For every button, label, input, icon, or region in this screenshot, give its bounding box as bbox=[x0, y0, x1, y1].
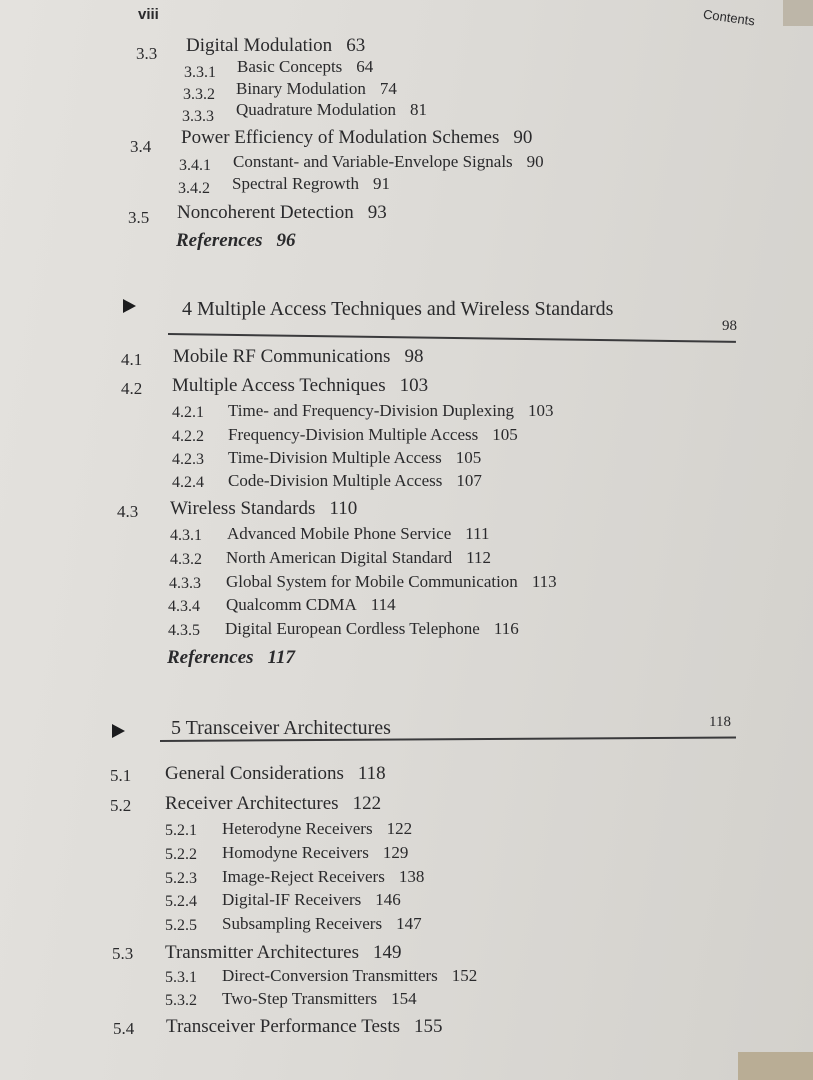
subsection-entry bbox=[226, 595, 396, 615]
section-number: 3.5 bbox=[128, 208, 150, 227]
subsection-number: 5.2.4 bbox=[165, 893, 197, 910]
subsection-number: 3.3.1 bbox=[184, 64, 216, 81]
subsection-number: 3.4.2 bbox=[178, 180, 210, 197]
references-label: References bbox=[176, 230, 263, 251]
section-number: 4.2 bbox=[121, 379, 143, 398]
page-number: 103 bbox=[527, 401, 554, 420]
subsection-title: Image-Reject Receivers bbox=[222, 867, 385, 886]
subsection-number: 5.3.1 bbox=[165, 969, 197, 986]
subsection-entry bbox=[237, 57, 373, 77]
subsection-entry bbox=[222, 989, 417, 1009]
section-number: 5.1 bbox=[110, 766, 132, 785]
subsection-title: Two-Step Transmitters bbox=[222, 989, 378, 1008]
subsection-title: Binary Modulation bbox=[236, 79, 366, 98]
subsection-entry bbox=[233, 152, 544, 172]
subsection-entry bbox=[222, 890, 401, 910]
references-label: References bbox=[167, 647, 254, 668]
subsection-entry bbox=[222, 914, 422, 934]
chapter-page-number: 98 bbox=[722, 318, 737, 334]
subsection-title: Qualcomm CDMA bbox=[226, 595, 357, 614]
subsection-title: Constant- and Variable-Envelope Signals bbox=[233, 152, 513, 171]
subsection-entry bbox=[225, 619, 519, 639]
page-number: 146 bbox=[375, 890, 401, 909]
subsection-entry bbox=[228, 401, 553, 421]
section-title: Power Efficiency of Modulation Schemes bbox=[181, 127, 500, 148]
subsection-entry bbox=[226, 572, 557, 592]
references-entry bbox=[176, 230, 296, 252]
page-number: 90 bbox=[526, 152, 544, 171]
subsection-title: Digital European Cordless Telephone bbox=[225, 619, 480, 638]
subsection-entry bbox=[222, 966, 477, 986]
references-entry bbox=[167, 647, 295, 669]
subsection-number: 3.3.3 bbox=[182, 108, 214, 125]
chapter-marker-icon bbox=[123, 299, 136, 313]
subsection-entry bbox=[228, 471, 482, 491]
page-number: 155 bbox=[414, 1016, 443, 1037]
page-corner-background bbox=[783, 0, 813, 26]
page-number: 96 bbox=[276, 230, 296, 251]
section-entry bbox=[165, 793, 381, 815]
subsection-number: 5.3.2 bbox=[165, 992, 197, 1009]
section-entry bbox=[166, 1016, 443, 1038]
subsection-title: Direct-Conversion Transmitters bbox=[222, 966, 438, 985]
page-number: 74 bbox=[379, 79, 397, 98]
section-entry bbox=[181, 127, 532, 149]
page-number: 152 bbox=[451, 966, 478, 985]
page-number: 90 bbox=[513, 127, 533, 148]
subsection-number: 4.3.1 bbox=[170, 527, 202, 544]
subsection-number: 5.2.3 bbox=[165, 870, 197, 887]
chapter-heading: 5 Transceiver Architectures bbox=[171, 717, 391, 739]
subsection-entry bbox=[222, 843, 408, 863]
page-number: 64 bbox=[356, 57, 374, 76]
subsection-number: 4.2.3 bbox=[172, 451, 204, 468]
page-number: 138 bbox=[398, 867, 425, 886]
page-number: 114 bbox=[370, 595, 396, 614]
page-number: 91 bbox=[373, 174, 390, 193]
page-number: 112 bbox=[466, 548, 492, 567]
section-number: 5.2 bbox=[110, 796, 132, 815]
page-number: 149 bbox=[373, 942, 402, 963]
section-title: Digital Modulation bbox=[186, 35, 333, 56]
subsection-number: 5.2.2 bbox=[165, 846, 197, 863]
subsection-entry bbox=[236, 100, 427, 120]
subsection-number: 4.3.3 bbox=[169, 575, 201, 592]
section-title: Multiple Access Techniques bbox=[172, 375, 386, 396]
page-number: 154 bbox=[391, 989, 417, 1008]
page-number: 116 bbox=[493, 619, 519, 638]
subsection-title: Time- and Frequency-Division Duplexing bbox=[228, 401, 514, 420]
subsection-title: Spectral Regrowth bbox=[232, 174, 359, 193]
page-number: 122 bbox=[352, 793, 382, 814]
subsection-number: 4.3.5 bbox=[168, 622, 200, 639]
section-title: Mobile RF Communications bbox=[173, 346, 391, 367]
running-head: Contents bbox=[702, 6, 756, 29]
subsection-title: Basic Concepts bbox=[237, 57, 343, 76]
subsection-entry bbox=[228, 448, 481, 468]
subsection-number: 4.2.4 bbox=[172, 474, 204, 491]
subsection-title: Homodyne Receivers bbox=[222, 843, 369, 862]
section-number: 5.3 bbox=[112, 944, 134, 963]
chapter-rule bbox=[168, 333, 736, 342]
page-number: 118 bbox=[357, 763, 386, 784]
page-number: 105 bbox=[492, 425, 518, 444]
subsection-title: Quadrature Modulation bbox=[236, 100, 397, 119]
chapter-page-number: 118 bbox=[709, 714, 731, 730]
subsection-number: 3.3.2 bbox=[183, 86, 215, 103]
section-number: 3.4 bbox=[130, 137, 152, 156]
section-title: Transmitter Architectures bbox=[165, 942, 360, 963]
subsection-entry bbox=[228, 425, 518, 445]
page-number: 81 bbox=[410, 100, 428, 119]
page-number: 122 bbox=[386, 819, 413, 838]
chapter-marker-icon bbox=[112, 724, 125, 738]
subsection-title: Frequency-Division Multiple Access bbox=[228, 425, 479, 444]
page-number: 111 bbox=[465, 524, 490, 543]
section-entry bbox=[172, 375, 428, 397]
subsection-title: North American Digital Standard bbox=[226, 548, 453, 567]
section-title: Noncoherent Detection bbox=[177, 202, 354, 223]
subsection-entry bbox=[227, 524, 490, 544]
section-number: 3.3 bbox=[136, 44, 158, 63]
subsection-number: 5.2.1 bbox=[165, 822, 197, 839]
subsection-title: Heterodyne Receivers bbox=[222, 819, 373, 838]
section-entry bbox=[186, 35, 365, 57]
section-entry bbox=[170, 498, 357, 520]
section-title: Wireless Standards bbox=[170, 498, 316, 519]
section-title: Transceiver Performance Tests bbox=[166, 1016, 400, 1037]
subsection-entry bbox=[236, 79, 397, 99]
desk-background bbox=[738, 1052, 813, 1080]
section-number: 5.4 bbox=[113, 1019, 135, 1038]
section-number: 4.3 bbox=[117, 502, 139, 521]
subsection-title: Code-Division Multiple Access bbox=[228, 471, 443, 490]
page-number: 147 bbox=[396, 914, 422, 933]
subsection-title: Global System for Mobile Communication bbox=[226, 572, 518, 591]
subsection-title: Digital-IF Receivers bbox=[222, 890, 362, 909]
section-number: 4.1 bbox=[121, 350, 143, 369]
subsection-entry bbox=[226, 548, 491, 568]
subsection-entry bbox=[222, 819, 412, 839]
chapter-heading: 4 Multiple Access Techniques and Wireless Standards bbox=[182, 298, 614, 320]
subsection-title: Subsampling Receivers bbox=[222, 914, 383, 933]
subsection-number: 4.2.2 bbox=[172, 428, 204, 445]
subsection-number: 4.3.2 bbox=[170, 551, 202, 568]
page-number: 110 bbox=[329, 498, 358, 519]
subsection-number: 4.3.4 bbox=[168, 598, 200, 615]
page-number: 103 bbox=[399, 375, 429, 396]
subsection-title: Advanced Mobile Phone Service bbox=[227, 524, 452, 543]
page-number: 105 bbox=[455, 448, 482, 467]
page-number: 129 bbox=[382, 843, 409, 862]
section-title: General Considerations bbox=[165, 763, 344, 784]
page-number: 107 bbox=[456, 471, 482, 490]
page-folio: viii bbox=[138, 6, 159, 23]
page-number: 98 bbox=[404, 346, 424, 367]
page-number: 63 bbox=[346, 35, 366, 56]
subsection-number: 4.2.1 bbox=[172, 404, 204, 421]
page-number: 93 bbox=[367, 202, 387, 223]
section-entry bbox=[165, 942, 402, 964]
section-entry bbox=[177, 202, 387, 224]
subsection-entry bbox=[232, 174, 390, 194]
section-title: Receiver Architectures bbox=[165, 793, 339, 814]
section-entry bbox=[165, 763, 386, 785]
page-number: 117 bbox=[267, 647, 295, 668]
page-number: 113 bbox=[531, 572, 557, 591]
section-entry bbox=[173, 346, 423, 368]
subsection-title: Time-Division Multiple Access bbox=[228, 448, 442, 467]
subsection-entry bbox=[222, 867, 424, 887]
subsection-number: 3.4.1 bbox=[179, 157, 211, 174]
subsection-number: 5.2.5 bbox=[165, 917, 197, 934]
